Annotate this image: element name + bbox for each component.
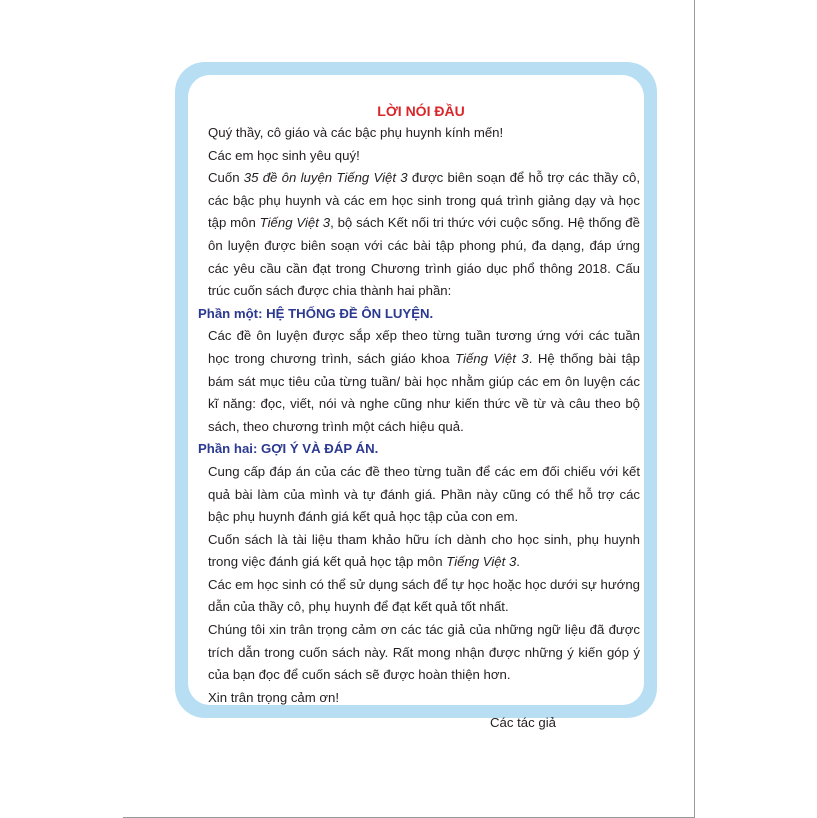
reference-text-after: . bbox=[516, 554, 520, 570]
reference-text-before: Cuốn sách là tài liệu tham khảo hữu ích dành cho học sinh, phụ huynh trong việc đánh giá kết quả học tập môn bbox=[208, 531, 640, 570]
intro-paragraph bbox=[194, 167, 640, 303]
intro-rest: , bộ sách Kết nối tri thức với cuộc sống. Hệ thống đề ôn luyện được biên soạn với các bài tập phong phú, đa dạng, đáp ứng các yêu cầu cần đạt trong Chương trình giáo dục phổ thông 2018. Cấu trúc cuốn sách được chia thành hai phần: bbox=[208, 215, 640, 299]
signature: Các tác giả bbox=[490, 715, 556, 731]
self-study-paragraph: Các em học sinh có thể sử dụng sách để tự học hoặc học dưới sự hướng dẫn của thầy cô, phụ huynh để đạt kết quả tốt nhất. bbox=[208, 576, 640, 615]
part-one-book: Tiếng Việt 3 bbox=[455, 350, 529, 366]
intro-book-title: 35 đề ôn luyện Tiếng Việt 3 bbox=[243, 170, 408, 186]
thanks-authors-paragraph: Chúng tôi xin trân trọng cảm ơn các tác giả của những ngữ liệu đã được trích dẫn trong cuốn sách này. Rất mong nhận được những ý kiến góp ý của bạn đọc để cuốn sách sẽ được hoàn thiện hơn. bbox=[208, 622, 640, 683]
preface-content bbox=[194, 100, 640, 735]
part-one-paragraph bbox=[194, 325, 640, 438]
reference-subject: Tiếng Việt 3 bbox=[446, 554, 517, 570]
intro-before-book: Cuốn bbox=[208, 170, 244, 186]
greeting-students: Các em học sinh yêu quý! bbox=[208, 147, 360, 163]
part-one-heading: Phần một: HỆ THỐNG ĐỀ ÔN LUYỆN. bbox=[198, 305, 434, 321]
part-one-text-after: . Hệ thống bài tập bám sát mục tiêu của từng tuần/ bài học nhằm giúp các em ôn luyện các kĩ năng: đọc, viết, nói và nghe cũng như kiến thức về từ và câu theo bộ sách, theo chương trình một cách hiệu quả. bbox=[208, 350, 641, 434]
intro-subject: Tiếng Việt 3 bbox=[259, 215, 331, 231]
intro-after-book: được biên soạn để hỗ trợ các thầy cô, các bậc phụ huynh và các em học sinh trong quá trình giảng dạy và học tập môn bbox=[208, 170, 640, 231]
part-two-heading: Phần hai: GỢI Ý VÀ ĐÁP ÁN. bbox=[198, 441, 379, 457]
reference-paragraph bbox=[194, 529, 640, 574]
part-two-paragraph: Cung cấp đáp án của các đề theo từng tuần để các em đối chiếu với kết quả bài làm của mình và tự đánh giá. Phần này cũng có thể hỗ trợ các bậc phụ huynh đánh giá kết quả học tập của con em. bbox=[208, 463, 640, 525]
preface-title: LỜI NÓI ĐẦU bbox=[377, 103, 465, 119]
closing-line: Xin trân trọng cảm ơn! bbox=[208, 689, 340, 705]
part-one-text-before: Các đề ôn luyện được sắp xếp theo từng tuần tương ứng với các tuần học trong chương trình, sách giáo khoa bbox=[208, 328, 640, 366]
greeting-teachers: Quý thầy, cô giáo và các bậc phụ huynh kính mến! bbox=[208, 125, 504, 140]
